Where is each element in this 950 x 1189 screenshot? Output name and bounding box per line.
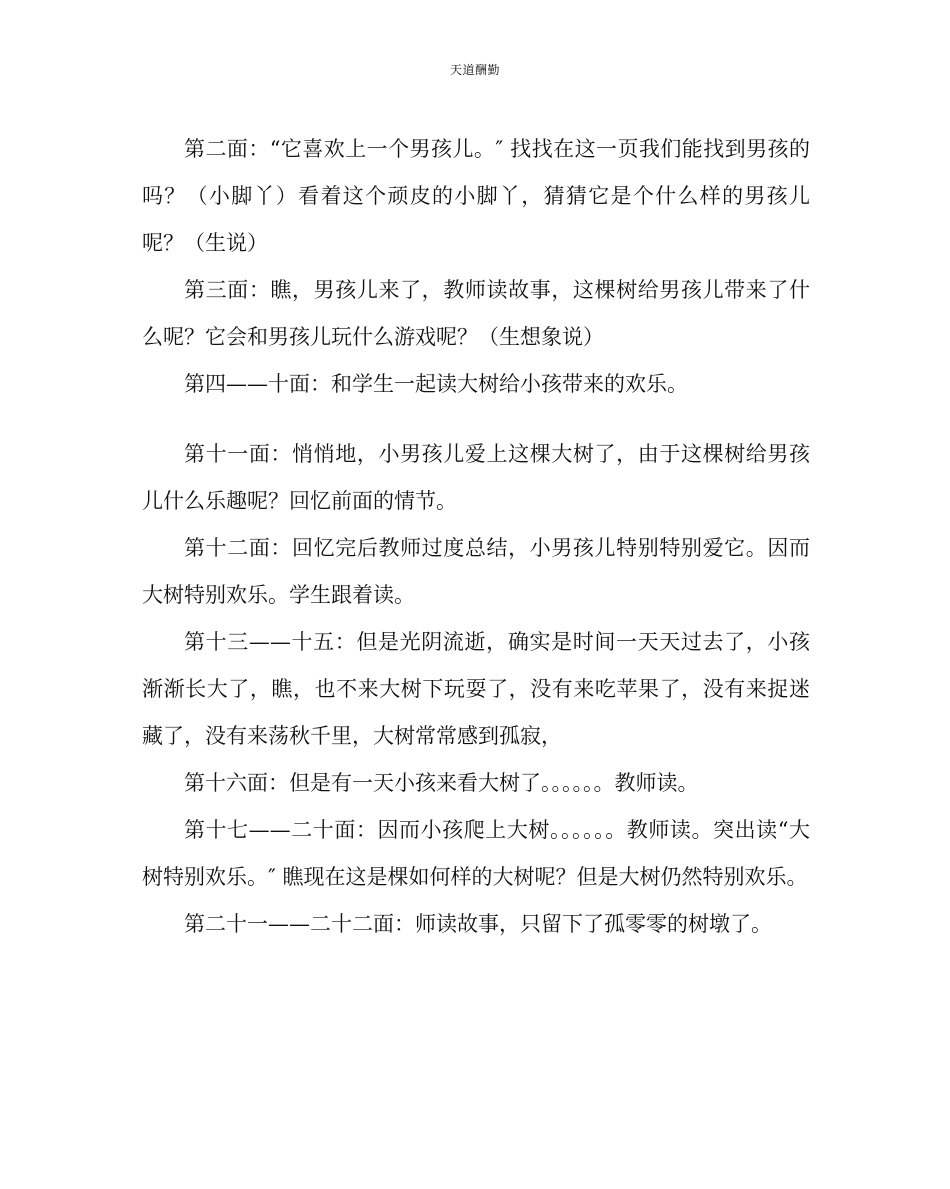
paragraph-page-3: 第三面：瞧，男孩儿来了，教师读故事，这棵树给男孩儿带来了什么呢？它会和男孩儿玩什么游戏呢？（生想象说）	[142, 278, 810, 349]
paragraph-pages-17-20: 第十七——二十面：因而小孩爬上大树。。。。。。教师读。突出读“大树特别欢乐。″ 瞧现在这是棵如何样的大树呢？但是大树仍然特别欢乐。	[142, 818, 810, 889]
document-body	[142, 126, 810, 948]
paragraph-page-2: 第二面：“它喜欢上一个男孩儿。″ 找找在这一页我们能找到男孩的吗？（小脚丫）看着这个顽皮的小脚丫，猜猜它是个什么样的男孩儿呢？（生说）	[142, 137, 810, 255]
paragraph-page-16: 第十六面：但是有一天小孩来看大树了。。。。。。教师读。	[184, 771, 699, 795]
paragraph-pages-13-15: 第十三——十五：但是光阴流逝，确实是时间一天天过去了，小孩渐渐长大了，瞧，也不来大树下玩耍了，没有来吃苹果了，没有来捉迷藏了，没有来荡秋千里，大树常常感到孤寂，	[142, 630, 810, 748]
paragraph-page-12: 第十二面：回忆完后教师过度总结，小男孩儿特别特别爱它。因而大树特别欢乐。学生跟着读。	[142, 536, 810, 607]
paragraph-gap	[142, 408, 810, 431]
paragraph-pages-21-22: 第二十一——二十二面：师读故事，只留下了孤零零的树墩了。	[184, 912, 772, 936]
paragraph-pages-4-10: 第四——十面：和学生一起读大树给小孩带来的欢乐。	[184, 372, 688, 396]
paragraph-page-11: 第十一面：悄悄地，小男孩儿爱上这棵大树了，由于这棵树给男孩儿什么乐趣呢？回忆前面的情节。	[142, 442, 810, 513]
page-header: 天道酬勤	[449, 63, 500, 77]
